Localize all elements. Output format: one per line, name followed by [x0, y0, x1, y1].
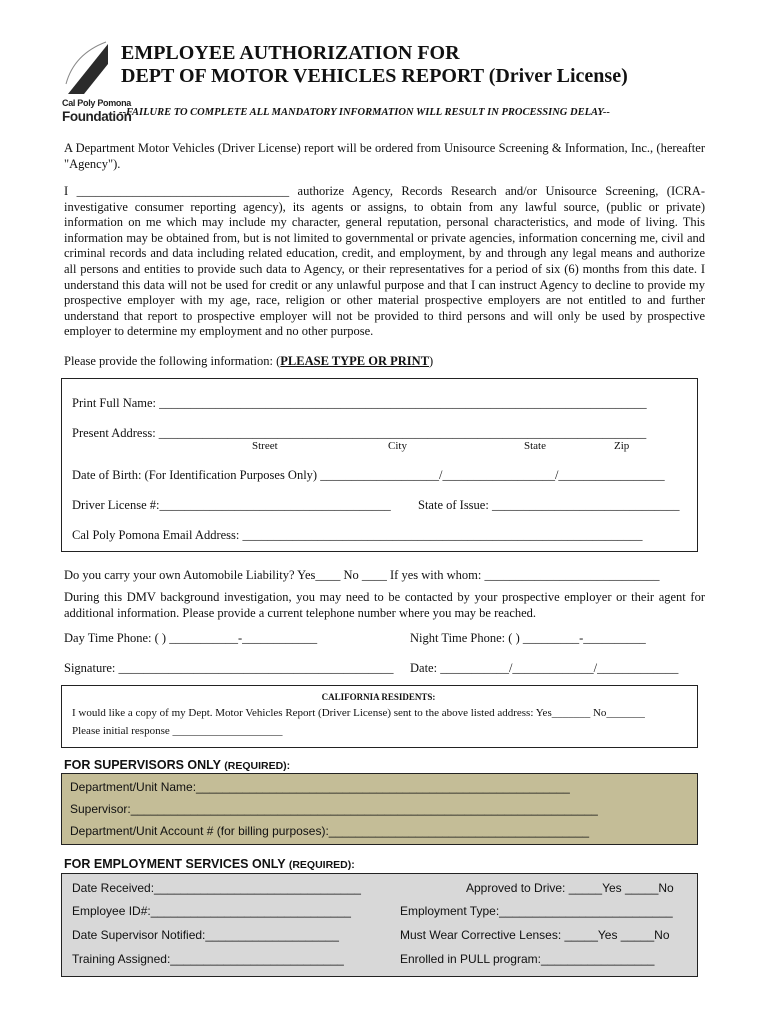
print-request-emphasis: PLEASE TYPE OR PRINT — [280, 354, 430, 368]
liability-question[interactable]: Do you carry your own Automobile Liability? Yes____ No ____ If yes with whom: ____________________________ — [64, 568, 660, 582]
supervisor-field[interactable]: Supervisor:______________________________________________________________________ — [70, 802, 598, 816]
employment-heading-text: FOR EMPLOYMENT SERVICES ONLY — [64, 857, 286, 871]
print-request-suffix: ) — [429, 354, 434, 368]
training-assigned-field[interactable]: Training Assigned:__________________________ — [72, 952, 344, 966]
form-title-line1: EMPLOYEE AUTHORIZATION FOR — [121, 42, 460, 64]
address-state-label: State — [524, 440, 546, 452]
intro-paragraph-1: A Department Motor Vehicles (Driver License) report will be ordered from Unisource Screening & Information, Inc., (hereafter "Agency"). — [64, 141, 705, 171]
triangle-logo-icon — [60, 40, 116, 98]
date-of-birth-field[interactable]: Date of Birth: (For Identification Purposes Only) ___________________/__________________/_________________ — [72, 468, 665, 482]
state-of-issue-field[interactable]: State of Issue: ______________________________ — [418, 498, 680, 512]
approved-to-drive-field[interactable]: Approved to Drive: _____Yes _____No — [466, 881, 674, 895]
california-heading: CALIFORNIA RESIDENTS: — [321, 692, 436, 702]
initial-response-field[interactable]: Please initial response ____________________ — [72, 725, 283, 737]
form-title-line2: DEPT OF MOTOR VEHICLES REPORT (Driver License) — [121, 65, 628, 87]
employment-heading-sub: (REQUIRED): — [288, 859, 355, 871]
present-address-field[interactable]: Present Address: ______________________________________________________________________________ — [72, 426, 647, 440]
copy-request-field[interactable]: I would like a copy of my Dept. Motor Vehicles Report (Driver License) sent to the above listed address: Yes_______ No_______ — [72, 707, 645, 719]
date-received-field[interactable]: Date Received:_______________________________ — [72, 881, 361, 895]
department-name-field[interactable]: Department/Unit Name:________________________________________________________ — [70, 780, 570, 794]
processing-warning: --FAILURE TO COMPLETE ALL MANDATORY INFORMATION WILL RESULT IN PROCESSING DELAY-- — [119, 107, 610, 118]
supervisors-heading-text: FOR SUPERVISORS ONLY — [64, 758, 221, 772]
supervisors-heading — [64, 758, 290, 772]
supervisors-heading-sub: (REQUIRED): — [224, 760, 291, 772]
address-city-label: City — [388, 440, 407, 452]
employment-type-field[interactable]: Employment Type:__________________________ — [400, 904, 673, 918]
print-request-prefix: Please provide the following information: ( — [64, 354, 281, 368]
logo-line2: Foundation — [62, 109, 132, 124]
driver-license-field[interactable]: Driver License #:_____________________________________ — [72, 498, 391, 512]
email-field[interactable]: Cal Poly Pomona Email Address: ________________________________________________________________ — [72, 528, 643, 542]
pull-program-field[interactable]: Enrolled in PULL program:_________________ — [400, 952, 655, 966]
contact-note: During this DMV background investigation, you may need to be contacted by your prospective employer or their agent for additional information. Please provide a current telephone number where you may be reached. — [64, 590, 705, 620]
signature-date-field[interactable]: Date: ___________/_____________/_____________ — [410, 661, 679, 675]
corrective-lenses-field[interactable]: Must Wear Corrective Lenses: _____Yes _____No — [400, 928, 670, 942]
date-supervisor-notified-field[interactable]: Date Supervisor Notified:____________________ — [72, 928, 339, 942]
foundation-logo — [60, 40, 132, 130]
day-phone-field[interactable]: Day Time Phone: ( ) ___________-____________ — [64, 631, 318, 645]
signature-field[interactable]: Signature: ____________________________________________ — [64, 661, 394, 675]
employment-heading — [64, 857, 355, 871]
authorization-paragraph: I __________________________________ authorize Agency, Records Research and/or Unisource Screening, (ICRA-investigative consumer reporting agency), its agents or assigns, to obtain from any lawful source, (public or private) information on me which may include my character, general reputation, personal characteristics, and mode of living. This information may be obtained from, but is not limited to governmental or private agencies, information concerning me, civil and criminal records and data including related education, credit, and employment, by and through any legal means and authorize all persons and entities to provide such data to Agency, or their representatives for a period of six (6) months from this date. I understand this data will not be used for credit or any unlawful purpose and that I can instruct Agency to decline to provide my prospective employer with my age, race, religion or other material prospective employers are not entitled to and further understand that report to prospective employer will not be provided to third persons and will only be used by prospective employer to determine my employment and no other purpose. — [64, 184, 705, 339]
night-phone-field[interactable]: Night Time Phone: ( ) _________-__________ — [410, 631, 646, 645]
address-street-label: Street — [252, 440, 278, 452]
logo-line1: Cal Poly Pomona — [62, 98, 132, 108]
address-zip-label: Zip — [614, 440, 630, 452]
department-account-field[interactable]: Department/Unit Account # (for billing purposes):_______________________________________ — [70, 824, 590, 838]
employee-id-field[interactable]: Employee ID#:______________________________ — [72, 904, 351, 918]
print-request — [64, 354, 433, 369]
full-name-field[interactable]: Print Full Name: ______________________________________________________________________________ — [72, 396, 647, 410]
